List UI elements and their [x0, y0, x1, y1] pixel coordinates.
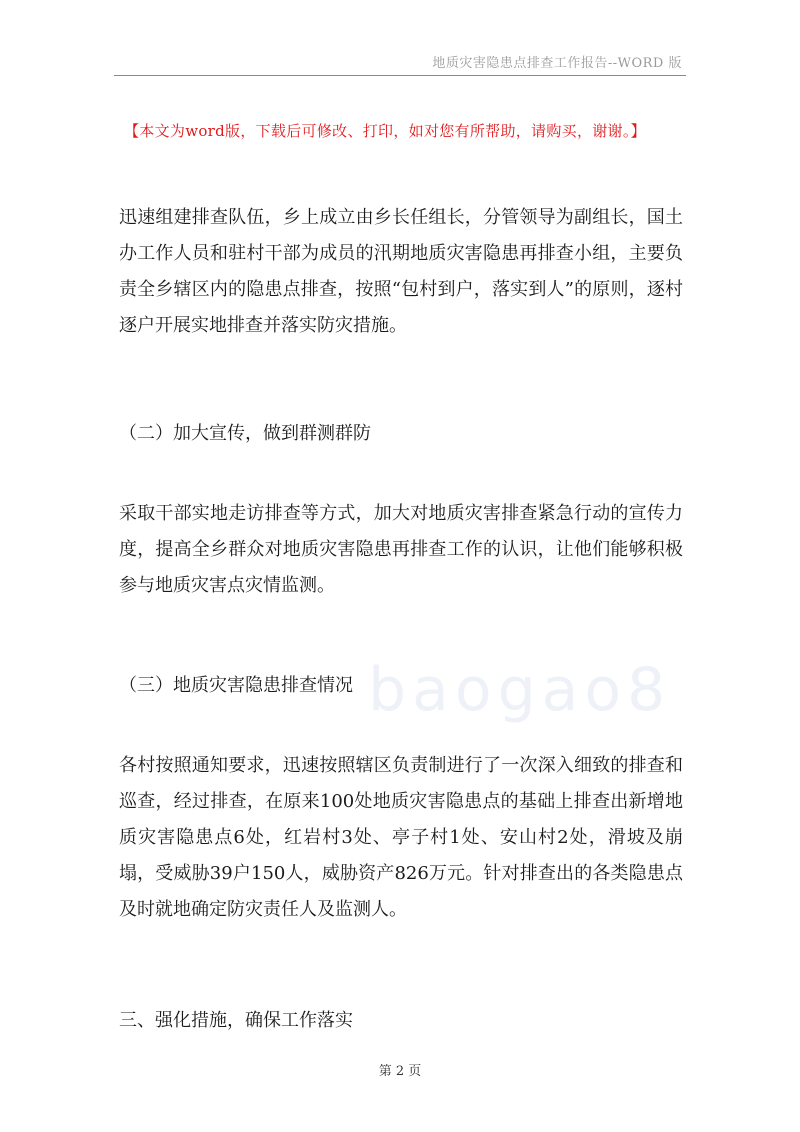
paragraph-publicity: 采取干部实地走访排查等方式，加大对地质灾害排查紧急行动的宣传力度，提高全乡群众对地质灾害隐患再排查工作的认识，让他们能够积极参与地质灾害点灾情监测。 — [119, 503, 683, 596]
purchase-notice: 【本文为word版，下载后可修改、打印，如对您有所帮助，请购买，谢谢。】 — [124, 122, 646, 140]
page-number: 第 2 页 — [378, 1064, 422, 1079]
header-divider — [114, 75, 686, 76]
paragraph-team-formation: 迅速组建排查队伍，乡上成立由乡长任组长，分管领导为副组长，国土办工作人员和驻村干部为成员的汛期地质灾害隐患再排查小组，主要负责全乡辖区内的隐患点排查，按照“包村到户，落实到人”的原则，逐村逐户开展实地排查并落实防灾措施。 — [119, 207, 683, 336]
section-heading-publicity: （二）加大宣传，做到群测群防 — [119, 423, 371, 444]
watermark: baogao8 — [368, 655, 672, 725]
section-heading-measures: 三、强化措施，确保工作落实 — [119, 1010, 353, 1031]
section-heading-inspection: （三）地质灾害隐患排查情况 — [119, 675, 353, 696]
document-header-title: 地质灾害隐患点排查工作报告--WORD 版 — [432, 56, 682, 71]
paragraph-inspection: 各村按照通知要求，迅速按照辖区负责制进行了一次深入细致的排查和巡查，经过排查，在原来100处地质灾害隐患点的基础上排查出新增地质灾害隐患点6处，红岩村3处、亭子村1处、安山村2处，滑坡及崩塌，受威胁39户150人，威胁资产826万元。针对排查出的各类隐患点及时就地确定防灾责任人及监测人。 — [119, 755, 683, 920]
